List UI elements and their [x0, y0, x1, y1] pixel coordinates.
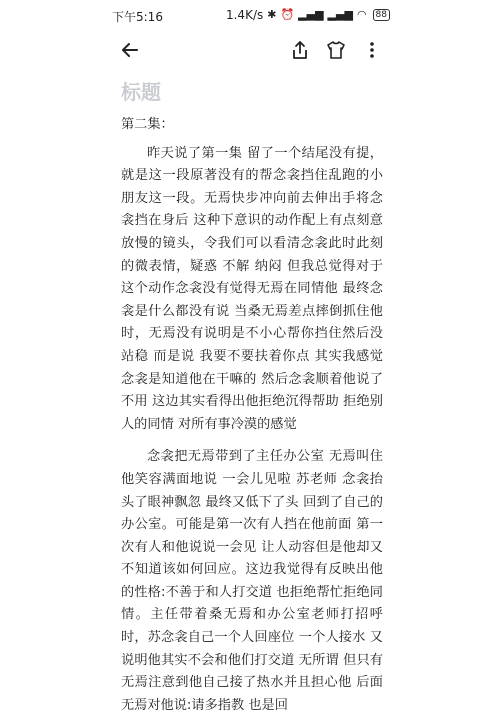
status-bar	[0, 0, 500, 28]
status-time: 下午5:16	[112, 10, 163, 24]
share-button[interactable]	[286, 36, 314, 64]
network-speed: 1.4K/s	[225, 8, 264, 22]
more-button[interactable]	[358, 36, 386, 64]
alarm-icon: ⏰	[280, 8, 295, 21]
status-icons	[226, 8, 390, 22]
wifi-icon: ◠	[356, 8, 367, 21]
back-button[interactable]	[116, 36, 144, 64]
shirt-icon	[326, 41, 346, 59]
battery-icon: 88	[373, 9, 390, 21]
paragraph-1: 昨天说了第一集 留了一个结尾没有提，就是这一段原著没有的帮念衾挡住乱跑的小朋友这一段。无焉快步冲向前去伸出手将念衾挡在身后 这种下意识的动作配上有点刻意放慢的镜头，令我们可以看清念衾此时此刻的微表情，疑惑 不解 纳闷 但我总觉得对于这个动作念衾没有觉得无焉在同情他 最终念衾是什么都没有说 当桑无焉差点摔倒抓住他时，无焉没有说明是不小心帮你挡住然后没站稳 而是说 我要不要扶着你点 其实我感觉念衾是知道他在干嘛的 然后念衾顺着他说了 不用 这边其实看得出他拒绝沉得帮助 拒绝别人的同情 对所有事冷漠的感觉	[121, 145, 383, 432]
subtitle-line: 第二集：	[121, 117, 174, 132]
editor-toolbar	[0, 32, 500, 68]
share-icon	[291, 40, 309, 60]
document-body[interactable]	[121, 114, 383, 727]
arrow-left-icon	[120, 40, 140, 60]
bluetooth-icon: ✱	[267, 8, 277, 21]
theme-button[interactable]	[322, 36, 350, 64]
signal-icon-2: ▂▄▆	[327, 8, 353, 21]
more-vertical-icon	[369, 41, 375, 59]
paragraph-2: 念衾把无焉带到了主任办公室 无焉叫住他笑容满面地说 一会儿见啦 苏老师 念衾抬头了眼神飘忽 最终又低下了头 回到了自己的办公室。可能是第一次有人挡在他前面 第一次有人和他说说一会见 让人动容但是他却又不知道该如何回应。这边我觉得有反映出他的性格:不善于和人打交道 也拒绝帮忙拒绝同情。主任带着桑无焉和办公室老师打招呼时，苏念衾自己一个人回座位 一个人接水 又说明他其实不会和他们打交道 无所谓 但只有无焉注意到他自己接了热水并且担心他 后面无焉对他说:请多指教 也是回	[121, 449, 383, 713]
title-field[interactable]: 标题	[121, 80, 161, 104]
signal-icon: ▂▄▆	[298, 8, 324, 21]
